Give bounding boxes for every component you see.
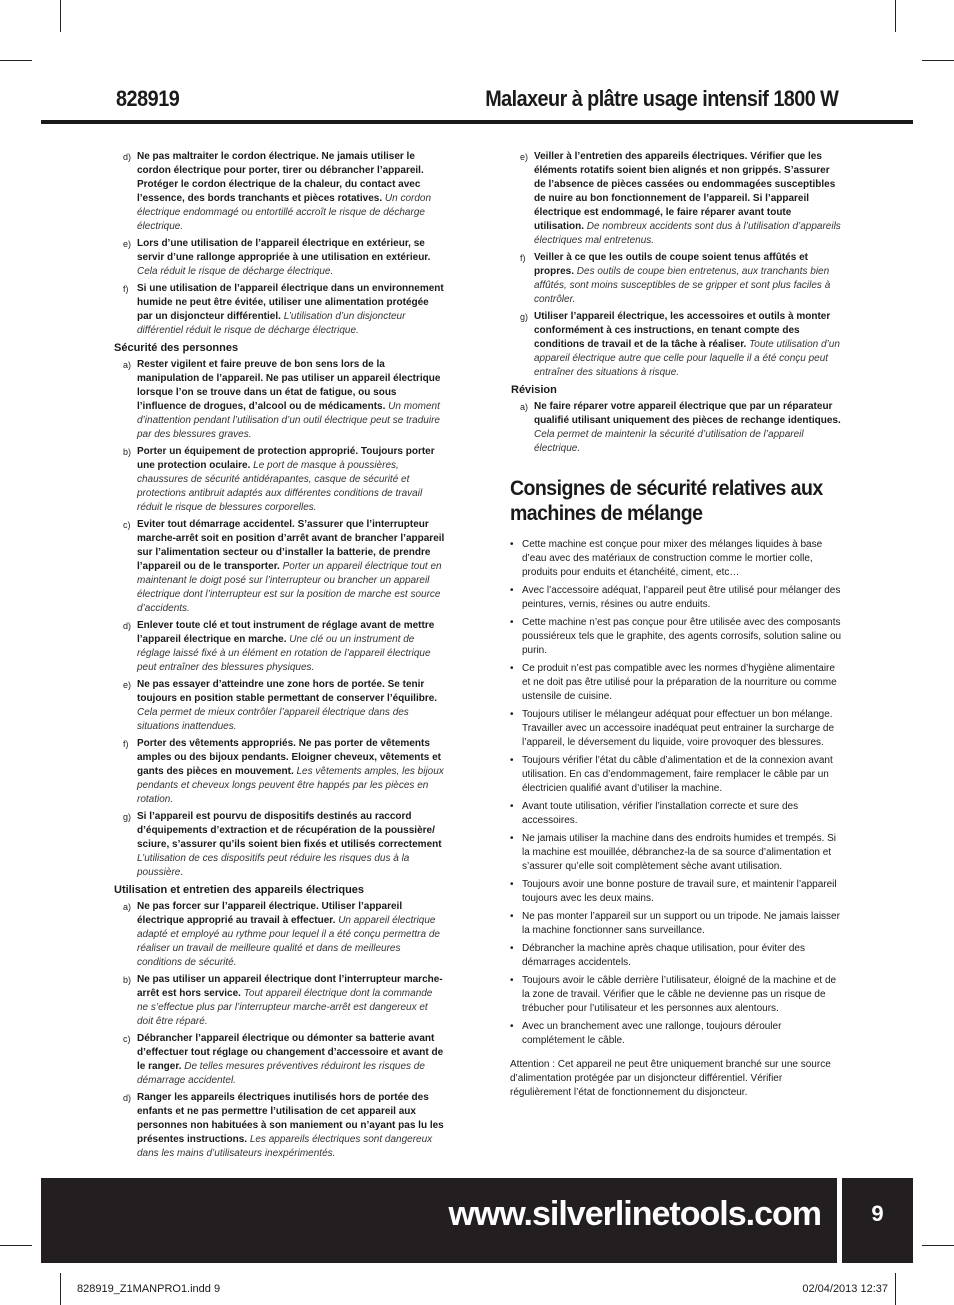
item-instruction: Ne pas essayer d’atteindre une zone hors de portée. Se tenir toujours en position stable permettant de conserver l’équilibre.: [137, 679, 438, 704]
page-number: 9: [842, 1178, 913, 1263]
list-item: [113, 737, 445, 807]
file-slug: 828919_Z1MANPRO1.indd 9: [77, 1283, 221, 1295]
item-label: f): [123, 739, 129, 749]
bullet-text: Avec l’accessoire adéquat, l’appareil peut être utilisé pour mélanger des peintures, vernis, résines ou autre enduits.: [522, 585, 841, 610]
item-explanation: L’utilisation de ces dispositifs peut réduire les risques dus à la poussière.: [137, 853, 410, 878]
item-instruction: Débrancher l’appareil électrique ou démonter sa batterie avant d’effectuer tout réglage ou changement d’accessoire et avant de le ranger.: [137, 1033, 444, 1072]
bullet-text: Toujours vérifier l’état du câble d’alimentation et de la connexion avant utilisation. En cas d’endommagement, faire remplacer le câble par un électricien qualifié avant d’utiliser la machine.: [522, 755, 833, 794]
item-explanation: Un cordon électrique endommagé ou entortillé accroît le risque de décharge électrique.: [137, 193, 432, 232]
item-label: a): [123, 902, 132, 912]
item-label: d): [123, 152, 132, 162]
crop-mark: [60, 0, 61, 32]
item-instruction: Si une utilisation de l’appareil électrique dans un environnement humide ne peut être évitée, utiliser une alimentation protégée par un disjoncteur différentiel.: [137, 283, 444, 322]
list-item: [113, 1091, 445, 1161]
right-column: [510, 150, 843, 1100]
item-explanation: De telles mesures préventives réduiront les risques de démarrage accidentel.: [137, 1061, 425, 1086]
item-explanation: Un appareil électrique adapté et employé au rythme pour lequel il a été conçu permettra de réaliser un travail de meilleure qualité et dans de meilleures conditions de sécurité.: [137, 915, 440, 968]
bullet-text: Débrancher la machine après chaque utilisation, pour éviter des démarrages accidentels.: [522, 943, 805, 968]
date-slug: 02/04/2013 12:37: [802, 1283, 888, 1295]
bullet-text: Ne jamais utiliser la machine dans des endroits humides et trempés. Si la machine est mouillée, débranchez-la de sa source d’alimentation et s’assurer qu’elle soit complètement sèche avant utilisation.: [522, 833, 837, 872]
item-label: f): [123, 284, 129, 294]
crop-mark: [895, 1273, 896, 1305]
bullet-text: Toujours avoir le câble derrière l’utilisateur, éloigné de la machine et de la zone de travail. Vérifier que le câble ne devienne pas un risque de trébucher pour l’utilisateur et les personnes aux alentours.: [522, 975, 837, 1014]
item-label: c): [123, 1034, 131, 1044]
bullet-item: [510, 800, 843, 828]
bullet-icon: •: [510, 1021, 514, 1032]
list-item: [510, 251, 843, 307]
item-explanation: Porter un appareil électrique tout en maintenant le doigt posé sur l’interrupteur ou brancher un appareil électrique dont l’interrupteur est sur la position de marche est source d’accidents.: [137, 561, 442, 614]
mixer-safety-bullets: [510, 538, 843, 1048]
list-item: [113, 237, 445, 279]
mixer-safety-heading: Consignes de sécurité relatives aux machines de mélange: [510, 477, 823, 525]
item-instruction: Rester vigilent et faire preuve de bon sens lors de la manipulation de l’appareil. Ne pas utiliser un appareil électrique lorsque l’on se trouve dans un état de fatigue, ou sous l’influence de drogues, d’alcool ou de médicaments.: [137, 359, 441, 412]
revision-list: [510, 400, 843, 456]
item-instruction: Lors d’une utilisation de l’appareil électrique en extérieur, se servir d’une rallonge appropriée à une utilisation en extérieur.: [137, 238, 431, 263]
bullet-item: [510, 616, 843, 658]
bullet-item: [510, 754, 843, 796]
item-label: b): [123, 975, 132, 985]
bullet-text: Avant toute utilisation, vérifier l’installation correcte et sure des accessoires.: [522, 801, 799, 826]
bullet-icon: •: [510, 585, 514, 596]
item-instruction: Ranger les appareils électriques inutilisés hors de portée des enfants et ne pas permettre l’utilisation de cet appareil aux personnes non habituées à son maniement ou n’ayant pas lu les présentes instructions.: [137, 1092, 444, 1145]
item-explanation: Cela réduit le risque de décharge électrique.: [137, 266, 334, 277]
bullet-icon: •: [510, 801, 514, 812]
bullet-icon: •: [510, 539, 514, 550]
list-item: [113, 518, 445, 616]
item-instruction: Ne pas utiliser un appareil électrique dont l’interrupteur marche-arrêt est hors service.: [137, 974, 443, 999]
bullet-icon: •: [510, 709, 514, 720]
bullet-text: Avec un branchement avec une rallonge, toujours dérouler complétement le câble.: [522, 1021, 782, 1046]
list-item: [113, 678, 445, 734]
item-explanation: Des outils de coupe bien entretenus, aux tranchants bien affûtés, sont moins susceptibles de se gripper et sont plus faciles à contrôler.: [534, 266, 831, 305]
item-label: c): [123, 520, 131, 530]
list-item: [113, 150, 445, 234]
bullet-icon: •: [510, 663, 514, 674]
item-explanation: Les vêtements amples, les bijoux pendants et cheveux longs peuvent être happés par les pièces en rotation.: [137, 766, 444, 805]
crop-mark: [895, 0, 896, 32]
page-title: Malaxeur à plâtre usage intensif 1800 W: [484, 86, 838, 111]
crop-mark: [922, 60, 954, 61]
bullet-item: [510, 662, 843, 704]
item-label: d): [123, 621, 132, 631]
header-rule: [41, 120, 913, 124]
list-item: [113, 810, 445, 880]
use-care-list: [113, 900, 445, 1161]
bullet-icon: •: [510, 833, 514, 844]
item-label: a): [123, 360, 132, 370]
bullet-item: [510, 584, 843, 612]
item-label: b): [123, 447, 132, 457]
item-instruction: Veiller à ce que les outils de coupe soient tenus affûtés et propres.: [534, 252, 808, 277]
list-item: [510, 400, 843, 456]
item-explanation: Cela permet de maintenir la sécurité d’utilisation de l’appareil électrique.: [534, 429, 804, 454]
list-item: [113, 973, 445, 1029]
item-instruction: Si l’appareil est pourvu de dispositifs destinés au raccord d’équipements d’extraction et de récupération de la poussière/ sciure, s’assurer qu’ils soient bien fixés et utilisés correctement: [137, 811, 442, 850]
item-instruction: Utiliser l’appareil électrique, les accessoires et outils à monter conformément à ces instructions, en tenant compte des conditions de travail et de la tâche à réaliser.: [534, 311, 831, 350]
item-explanation: Toute utilisation d’un appareil électrique autre que celle pour laquelle il a été conçu peut entraîner des situations à risque.: [534, 339, 840, 378]
product-code: 828919: [116, 86, 180, 111]
list-item: [113, 619, 445, 675]
website-link[interactable]: www.silverlinetools.com: [448, 1195, 821, 1233]
list-item: [113, 282, 445, 338]
item-explanation: Les appareils électriques sont dangereux dans les mains d’utilisateurs inexpérimentés.: [137, 1134, 433, 1159]
bullet-text: Ce produit n’est pas compatible avec les normes d’hygiène alimentaire et ne doit pas être utilisé pour la préparation de la nourriture ou comme ustensile de cuisine.: [522, 663, 837, 702]
crop-mark: [60, 1273, 61, 1305]
bullet-item: [510, 832, 843, 874]
item-instruction: Enlever toute clé et tout instrument de réglage avant de mettre l’appareil électrique en marche.: [137, 620, 435, 645]
bullet-text: Ne pas monter l’appareil sur un support ou un tripode. Ne jamais laisser la machine fonctionner sans surveillance.: [522, 911, 840, 936]
item-explanation: L’utilisation d’un disjoncteur différentiel réduit le risque de décharge électrique.: [137, 311, 406, 336]
bullet-icon: •: [510, 975, 514, 986]
item-label: e): [520, 152, 529, 162]
bullet-icon: •: [510, 617, 514, 628]
item-label: g): [520, 312, 529, 322]
personal-safety-list: [113, 358, 445, 880]
item-explanation: Tout appareil électrique dont la commande ne s’effectue plus par l’interrupteur marche-arrêt est dangereux et doit être réparé.: [137, 988, 433, 1027]
list-item: [510, 310, 843, 380]
section-title-personal-safety: Sécurité des personnes: [114, 342, 239, 354]
crop-mark: [0, 60, 32, 61]
bullet-item: [510, 538, 843, 580]
list-item: [113, 358, 445, 442]
list-item: [113, 1032, 445, 1088]
item-explanation: Un moment d’inattention pendant l’utilisation d’un outil électrique peut se traduire par des blessures graves.: [137, 401, 440, 440]
item-instruction: Veiller à l’entretien des appareils électriques. Vérifier que les éléments rotatifs soient bien alignés et non grippés. S’assurer de l’absence de pièces cassées ou endommagées susceptibles de nuire au bon fonctionnement de l’appareil. Si l’appareil électrique est endommagé, le faire réparer avant toute utilisation.: [534, 151, 836, 232]
bullet-text: Cette machine est conçue pour mixer des mélanges liquides à base d’eau avec des matériaux de construction comme le mortier colle, produits pour enduits et étanchéité, ciment, etc…: [522, 539, 823, 578]
bullet-item: [510, 942, 843, 970]
item-label: g): [123, 812, 132, 822]
section-title-revision: Révision: [511, 384, 557, 396]
item-instruction: Ne faire réparer votre appareil électrique que par un réparateur qualifié utilisant uniquement des pièces de rechange identiques.: [534, 401, 841, 426]
bullet-item: [510, 974, 843, 1016]
bullet-icon: •: [510, 943, 514, 954]
item-label: e): [123, 239, 132, 249]
list-item: [113, 445, 445, 515]
item-instruction: Ne pas maltraiter le cordon électrique. Ne jamais utiliser le cordon électrique pour porter, tirer ou débrancher l’appareil. Protéger le cordon électrique de la chaleur, du contact avec l’essence, des bords tranchants et pièces rotatives.: [137, 151, 424, 204]
item-explanation: Cela permet de mieux contrôler l’appareil électrique dans des situations inattendues.: [137, 707, 409, 732]
bullet-item: [510, 878, 843, 906]
item-label: f): [520, 253, 526, 263]
item-explanation: De nombreux accidents sont dus à l’utilisation d’appareils électriques mal entretenus.: [534, 221, 841, 246]
item-label: a): [520, 402, 529, 412]
left-column: [113, 150, 445, 1164]
item-instruction: Eviter tout démarrage accidentel. S’assurer que l’interrupteur marche-arrêt soit en position d’arrêt avant de brancher l’appareil sur l’alimentation secteur ou d’installer la batterie, de prendre l’appareil ou de le transporter.: [137, 519, 445, 572]
bullet-icon: •: [510, 911, 514, 922]
bullet-icon: •: [510, 755, 514, 766]
item-instruction: Porter un équipement de protection approprié. Toujours porter une protection oculaire.: [137, 446, 435, 471]
bullet-text: Cette machine n’est pas conçue pour être utilisée avec des composants poussiéreux tels que le graphite, des agents corrosifs, solution saline ou purin.: [522, 617, 842, 656]
bullet-text: Toujours avoir une bonne posture de travail sure, et maintenir l’appareil toujours avec les deux mains.: [522, 879, 837, 904]
bullet-item: [510, 708, 843, 750]
crop-mark: [922, 1245, 954, 1246]
left-top-list: [113, 150, 445, 338]
item-label: d): [123, 1093, 132, 1103]
item-explanation: Une clé ou un instrument de réglage laissé fixé à un élément en rotation de l’appareil électrique peut entraîner des blessures physiques.: [137, 634, 431, 673]
item-instruction: Porter des vêtements appropriés. Ne pas porter de vêtements amples ou des bijoux pendants. Eloigner cheveux, vêtements et gants des pièces en mouvement.: [137, 738, 441, 777]
item-label: e): [123, 680, 132, 690]
right-top-list: [510, 150, 843, 380]
bullet-text: Toujours utiliser le mélangeur adéquat pour effectuer un bon mélange. Travailler avec un accessoire inadéquat peut entrainer la surcharge de l’appareil, le déversement du liquide, voire provoquer des blessures.: [522, 709, 835, 748]
bullet-icon: •: [510, 879, 514, 890]
bullet-item: [510, 910, 843, 938]
list-item: [510, 150, 843, 248]
item-instruction: Ne pas forcer sur l’appareil électrique. Utiliser l’appareil électrique approprié au travail à effectuer.: [137, 901, 403, 926]
list-item: [113, 900, 445, 970]
attention-note: Attention : Cet appareil ne peut être uniquement branché sur une source d’alimentation protégée par un disjoncteur différentiel. Vérifier régulièrement l’état de fonctionnement du disjoncteur.: [510, 1059, 831, 1098]
item-explanation: Le port de masque à poussières, chaussures de sécurité antidérapantes, casque de sécurité et protections antibruit adaptés aux différentes conditions de travail réduit le risque de blessures corporelles.: [137, 460, 423, 513]
crop-mark: [0, 1245, 32, 1246]
section-title-use-care: Utilisation et entretien des appareils électriques: [114, 884, 365, 896]
bullet-item: [510, 1020, 843, 1048]
